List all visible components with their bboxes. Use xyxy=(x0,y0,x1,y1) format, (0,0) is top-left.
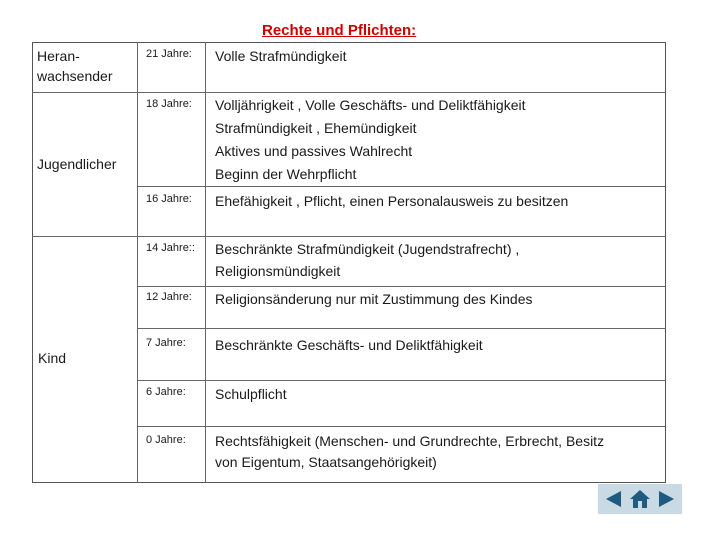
description-line: Beschränkte Strafmündigkeit (Jugendstrafrecht) , xyxy=(215,241,520,257)
description-line: Volljährigkeit , Volle Geschäfts- und Deliktfähigkeit xyxy=(215,97,526,113)
row-divider xyxy=(137,380,666,381)
row-divider xyxy=(137,426,666,427)
age-label-6: 6 Jahre: xyxy=(146,386,186,398)
row-description-14 xyxy=(215,238,519,282)
row-description-6 xyxy=(215,383,287,406)
age-label-7: 7 Jahre: xyxy=(146,337,186,349)
description-line: Rechtsfähigkeit (Menschen- und Grundrechte, Erbrecht, Besitz xyxy=(215,433,605,449)
age-label-0: 0 Jahre: xyxy=(146,434,186,446)
row-description-21 xyxy=(215,45,347,68)
group-label-jugendlicher: Jugendlicher xyxy=(37,156,117,172)
description-line: Beschränkte Geschäfts- und Deliktfähigkeit xyxy=(215,337,483,353)
row-divider xyxy=(32,236,666,237)
age-label-14: 14 Jahre:: xyxy=(146,242,195,254)
description-line: Volle Strafmündigkeit xyxy=(215,48,347,64)
row-description-0 xyxy=(215,431,604,473)
row-divider xyxy=(137,286,666,287)
description-line: Religionsmündigkeit xyxy=(215,263,341,279)
description-line: Beginn der Wehrpflicht xyxy=(215,166,357,182)
home-icon xyxy=(629,488,651,510)
description-line: Schulpflicht xyxy=(215,386,287,402)
group-label-kind: Kind xyxy=(38,350,67,366)
row-divider xyxy=(32,92,666,93)
age-label-21: 21 Jahre: xyxy=(146,48,192,60)
column-divider xyxy=(137,42,138,483)
description-line: Strafmündigkeit , Ehemündigkeit xyxy=(215,120,417,136)
group-label-line: wachsender xyxy=(37,68,113,84)
age-label-12: 12 Jahre: xyxy=(146,291,192,303)
triangle-right-icon xyxy=(656,489,676,509)
home-button[interactable] xyxy=(628,487,652,511)
description-line: Religionsänderung nur mit Zustimmung des Kindes xyxy=(215,291,533,307)
column-divider xyxy=(205,42,206,483)
age-label-16: 16 Jahre: xyxy=(146,193,192,205)
description-line: Ehefähigkeit , Pflicht, einen Personalausweis zu besitzen xyxy=(215,193,569,209)
slide-navigation xyxy=(598,484,682,514)
row-divider xyxy=(137,186,666,187)
page-title: Rechte und Pflichten: xyxy=(262,22,417,39)
group-label-heranwachsender xyxy=(37,46,113,86)
row-description-16 xyxy=(215,190,568,213)
row-divider xyxy=(137,328,666,329)
description-line: von Eigentum, Staatsangehörigkeit) xyxy=(215,454,437,470)
triangle-left-icon xyxy=(604,489,624,509)
row-description-18 xyxy=(215,94,526,186)
group-label-line: Heran- xyxy=(37,48,80,64)
back-button[interactable] xyxy=(602,487,626,511)
age-label-18: 18 Jahre: xyxy=(146,98,192,110)
description-line: Aktives und passives Wahlrecht xyxy=(215,143,413,159)
row-description-7 xyxy=(215,334,483,357)
forward-button[interactable] xyxy=(654,487,678,511)
row-description-12 xyxy=(215,288,533,311)
